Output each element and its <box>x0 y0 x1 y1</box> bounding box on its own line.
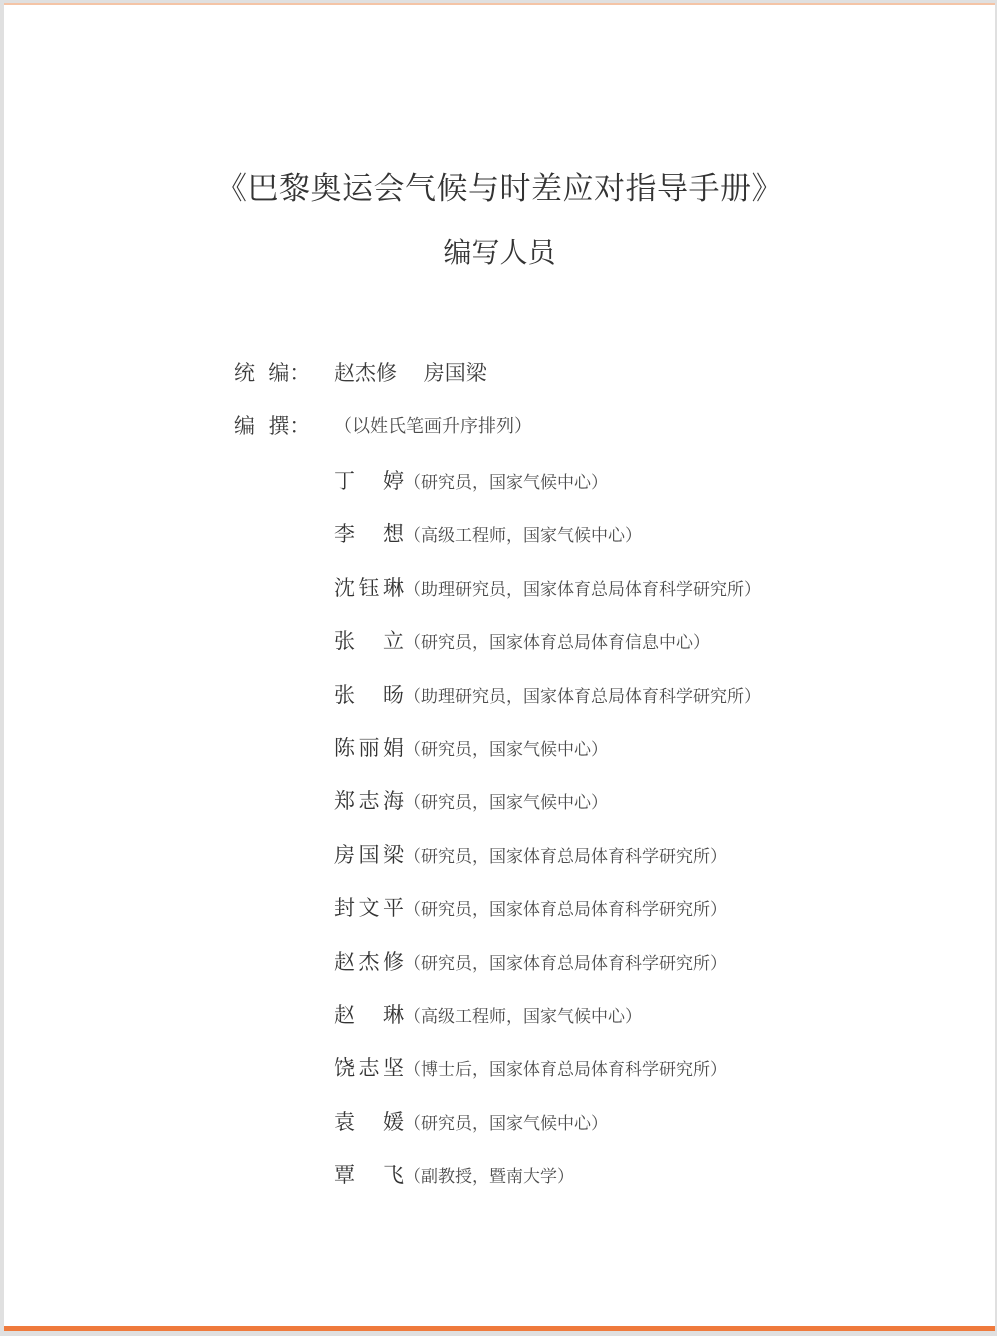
author-name: 袁 媛 <box>334 1109 404 1134</box>
author-affiliation: （助理研究员，国家体育总局体育科学研究所） <box>404 579 761 600</box>
list-item <box>334 463 761 516</box>
list-item <box>334 730 761 783</box>
list-item <box>334 1157 761 1210</box>
author-name: 封文平 <box>334 896 404 921</box>
author-name: 郑志海 <box>334 789 404 814</box>
author-name: 李 想 <box>334 522 404 547</box>
list-item <box>334 1050 761 1103</box>
author-affiliation: （副教授，暨南大学） <box>404 1167 574 1188</box>
author-name: 饶志坚 <box>334 1056 404 1081</box>
document-title: 《巴黎奥运会气候与时差应对指导手册》 <box>216 171 783 207</box>
list-item <box>334 570 761 623</box>
author-name: 沈钰琳 <box>334 575 404 600</box>
list-item <box>334 783 761 836</box>
list-item <box>334 890 761 943</box>
compilers-order-note: （以姓氏笔画升序排列） <box>334 416 532 437</box>
list-item <box>334 944 761 997</box>
list-item <box>334 677 761 730</box>
author-affiliation: （研究员，国家气候中心） <box>404 739 608 760</box>
author-name: 张 立 <box>334 629 404 654</box>
author-affiliation: （研究员，国家气候中心） <box>404 793 608 814</box>
list-item <box>334 623 761 676</box>
author-name: 房国梁 <box>334 842 404 867</box>
author-affiliation: （研究员，国家气候中心） <box>404 1113 608 1134</box>
author-affiliation: （研究员，国家体育总局体育科学研究所） <box>404 846 727 867</box>
chief-editor-names: 赵杰修 房国梁 <box>334 361 487 385</box>
author-name: 赵杰修 <box>334 949 404 974</box>
author-name: 陈丽娟 <box>334 735 404 760</box>
author-affiliation: （研究员，国家体育总局体育科学研究所） <box>404 953 727 974</box>
author-name: 覃 飞 <box>334 1163 404 1188</box>
author-name: 赵 琳 <box>334 1002 404 1027</box>
author-affiliation: （高级工程师，国家气候中心） <box>404 526 642 547</box>
author-list <box>334 463 761 1210</box>
list-item <box>334 997 761 1050</box>
document-page <box>4 3 995 1331</box>
author-affiliation: （助理研究员，国家体育总局体育科学研究所） <box>404 686 761 707</box>
list-item <box>334 516 761 569</box>
author-affiliation: （研究员，国家体育总局体育信息中心） <box>404 633 710 654</box>
list-item <box>334 1104 761 1157</box>
author-affiliation: （博士后，国家体育总局体育科学研究所） <box>404 1060 727 1081</box>
author-name: 张 旸 <box>334 682 404 707</box>
compilers-label: 编 撰： <box>234 414 311 438</box>
author-affiliation: （高级工程师，国家气候中心） <box>404 1006 642 1027</box>
author-affiliation: （研究员，国家体育总局体育科学研究所） <box>404 900 727 921</box>
author-name: 丁 婷 <box>334 469 404 493</box>
list-item <box>334 837 761 890</box>
author-affiliation: （研究员，国家气候中心） <box>404 473 608 493</box>
document-subtitle: 编写人员 <box>443 236 556 269</box>
chief-editor-label: 统 编： <box>234 361 311 385</box>
